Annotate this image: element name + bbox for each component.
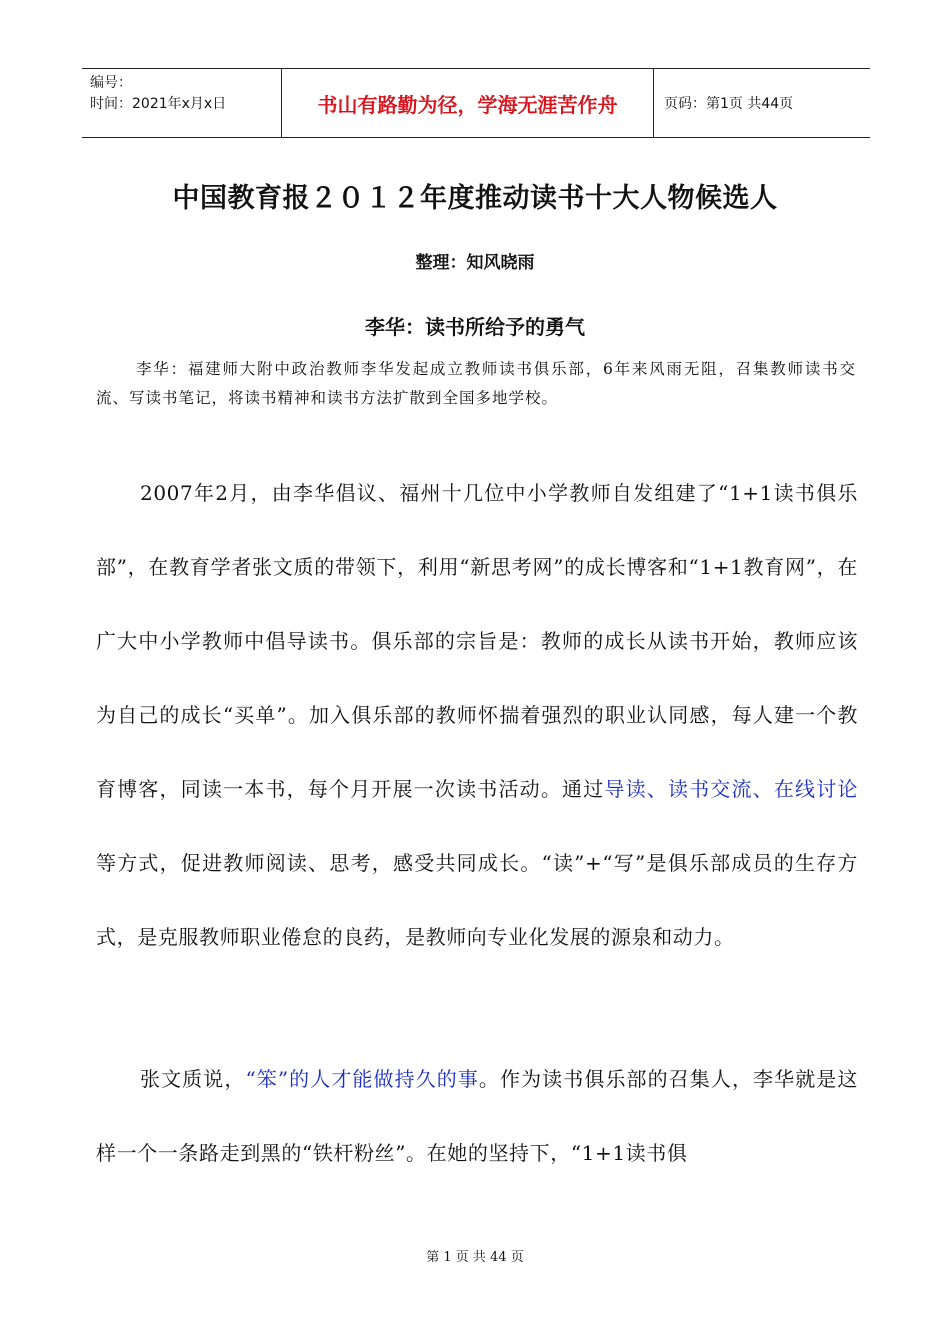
document-title: 中国教育报２０１２年度推动读书十大人物候选人	[172, 183, 778, 214]
body-paragraph-1	[96, 456, 858, 974]
compiler-line: 整理：知风晓雨	[415, 253, 535, 273]
paragraph-2-text-a: 张文质说，	[140, 1067, 246, 1091]
paragraph-2-link[interactable]: “笨”的人才能做持久的事	[245, 1067, 479, 1091]
section-subtitle: 李华：读书所给予的勇气	[365, 315, 585, 339]
paragraph-1-link[interactable]: 导读、读书交流、在线讨论	[604, 777, 858, 801]
header-motto-cell	[281, 69, 654, 137]
paragraph-1-text-b: 等方式，促进教师阅读、思考，感受共同成长。“读”+“写”是俱乐部成员的生存方式，是克服教师职业倦怠的良药，是教师向专业化发展的源泉和动力。	[96, 851, 858, 949]
motto-text: 书山有路勤为径，学海无涯苦作舟	[317, 92, 618, 117]
number-label: 编号：	[90, 75, 132, 91]
page-header	[82, 68, 870, 138]
body-paragraph-2	[96, 1042, 858, 1190]
page-info-text: 页码：第1页 共44页	[664, 96, 794, 112]
paragraph-2-text-b: 。作为读书俱乐部的召集人，李华就是这样一个一条路走到黑的“铁杆粉丝”。在她的坚持下，“1+1读书俱	[96, 1067, 858, 1165]
intro-summary: 李华：福建师大附中政治教师李华发起成立教师读书俱乐部，6年来风雨无阻，召集教师读书交流、写读书笔记，将读书精神和读书方法扩散到全国多地学校。	[96, 360, 856, 407]
time-label: 时间：2021年x月x日	[90, 96, 227, 112]
paragraph-1-text-a: 2007年2月，由李华倡议、福州十几位中小学教师自发组建了“1+1读书俱乐部”，在教育学者张文质的带领下，利用“新思考网”的成长博客和“1+1教育网”，在广大中小学教师中倡导读书。俱乐部的宗旨是：教师的成长从读书开始，教师应该为自己的成长“买单”。加入俱乐部的教师怀揣着强烈的职业认同感，每人建一个教育博客，同读一本书，每个月开展一次读书活动。通过	[96, 481, 858, 801]
header-meta	[82, 69, 281, 137]
page-footer: 第 1 页 共 44 页	[426, 1250, 524, 1265]
header-page-info	[654, 69, 870, 137]
